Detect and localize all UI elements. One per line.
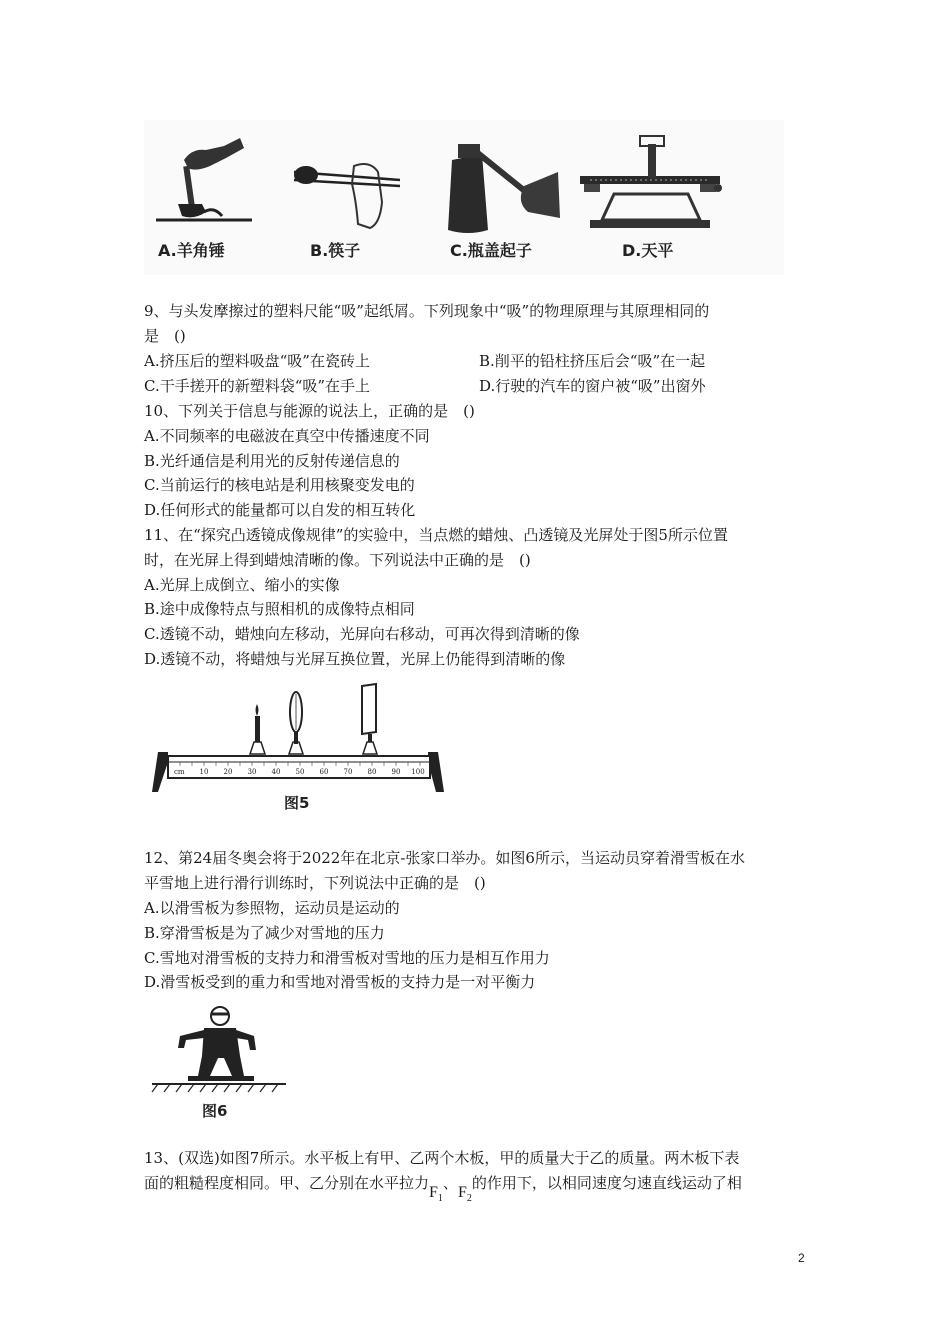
ruler-tick-90: 90	[391, 768, 401, 776]
page-number: 2	[798, 1251, 805, 1265]
ruler-tick-70: 70	[343, 768, 353, 776]
q9-option-a: A.挤压后的塑料吸盘“吸”在瓷砖上	[144, 352, 370, 370]
q13-stem-line1: 13、(双选)如图7所示。水平板上有甲、乙两个木板，甲的质量大于乙的质量。两木板下表	[144, 1149, 740, 1167]
optical-bench-figure	[144, 678, 454, 828]
figure5-label: 图5	[284, 794, 310, 812]
figure6-label: 图6	[202, 1102, 228, 1120]
balance-scale-icon	[580, 136, 722, 228]
light-screen-icon	[362, 684, 377, 754]
q9-option-b: B.削平的铅柱挤压后会“吸”在一起	[479, 352, 706, 370]
force-f2	[457, 1184, 472, 1205]
bottle-opener-icon	[448, 144, 560, 233]
force-f2-sub: 2	[466, 1193, 472, 1205]
q12-option-d: D.滑雪板受到的重力和雪地对滑雪板的支持力是一对平衡力	[144, 973, 536, 991]
force-f1-sub: 1	[437, 1193, 443, 1205]
force-f2-letter: F	[457, 1184, 467, 1201]
tool-caption-c: C.瓶盖起子	[450, 241, 532, 260]
lever-tools-figure	[144, 120, 784, 275]
tool-caption-b: B.筷子	[310, 241, 361, 260]
q10-option-c: C.当前运行的核电站是利用核聚变发电的	[144, 476, 415, 494]
q11-stem-line2: 时，在光屏上得到蜡烛清晰的像。下列说法中正确的是 ()	[144, 551, 531, 569]
chopsticks-icon	[294, 164, 400, 228]
q9-stem-line2: 是 ()	[144, 327, 186, 345]
tool-caption-d: D.天平	[622, 241, 674, 260]
convex-lens-icon	[289, 692, 303, 754]
q9-option-c: C.干手搓开的新塑料袋“吸”在手上	[144, 377, 371, 395]
q12-option-a: A.以滑雪板为参照物，运动员是运动的	[144, 899, 400, 917]
ruler-tick-100: 100	[411, 768, 425, 776]
ruler-tick-20: 20	[223, 768, 233, 776]
q9-option-d: D.行驶的汽车的窗户被“吸”出窗外	[479, 377, 706, 395]
q12-option-b: B.穿滑雪板是为了减少对雪地的压力	[144, 924, 385, 942]
skier-figure	[144, 1002, 294, 1122]
q12-option-c: C.雪地对滑雪板的支持力和滑雪板对雪地的压力是相互作用力	[144, 949, 550, 967]
q10-option-d: D.任何形式的能量都可以自发的相互转化	[144, 501, 416, 519]
q11-option-b: B.途中成像特点与照相机的成像特点相同	[144, 600, 415, 618]
q13-stem-line2	[144, 1173, 742, 1205]
q13-stem-line2-a: 面的粗糙程度相同。甲、乙分别在水平拉力	[144, 1174, 430, 1192]
q11-stem-line1: 11、在“探究凸透镜成像规律”的实验中，当点燃的蜡烛、凸透镜及光屏处于图5所示位置	[144, 526, 728, 544]
q10-option-a: A.不同频率的电磁波在真空中传播速度不同	[144, 427, 430, 445]
q10-stem: 10、下列关于信息与能源的说法上，正确的是 ()	[144, 402, 475, 420]
q10-option-b: B.光纤通信是利用光的反射传递信息的	[144, 452, 400, 470]
claw-hammer-icon	[156, 138, 252, 220]
q11-option-d: D.透镜不动，将蜡烛与光屏互换位置，光屏上仍能得到清晰的像	[144, 650, 566, 668]
candle-icon	[250, 704, 265, 754]
q11-option-a: A.光屏上成倒立、缩小的实像	[144, 576, 340, 594]
ruler-tick-60: 60	[319, 768, 329, 776]
q12-stem-line2: 平雪地上进行滑行训练时，下列说法中正确的是 ()	[144, 874, 486, 892]
q9-stem-line1: 9、与头发摩擦过的塑料尺能“吸”起纸屑。下列现象中“吸”的物理原理与其原理相同的	[144, 302, 710, 320]
q12-stem-line1: 12、第24届冬奥会将于2022年在北京-张家口举办。如图6所示，当运动员穿着滑雪板在水	[144, 849, 745, 867]
ruler-tick-80: 80	[367, 768, 377, 776]
ruler-unit: cm	[174, 768, 185, 776]
force-f1	[429, 1184, 443, 1205]
force-f1-letter: F	[429, 1184, 438, 1201]
ruler-tick-40: 40	[271, 768, 281, 776]
tool-caption-a: A.羊角锤	[158, 241, 225, 260]
ruler-tick-10: 10	[199, 768, 209, 776]
q13-stem-line2-b: 的作用下，以相同速度匀速直线运动了相	[471, 1174, 742, 1192]
ruler-tick-30: 30	[247, 768, 257, 776]
snowboarder-icon	[178, 1007, 256, 1081]
ruler-tick-50: 50	[295, 768, 305, 776]
q11-option-c: C.透镜不动，蜡烛向左移动，光屏向右移动，可再次得到清晰的像	[144, 625, 580, 643]
force-separator: 、	[442, 1174, 458, 1192]
